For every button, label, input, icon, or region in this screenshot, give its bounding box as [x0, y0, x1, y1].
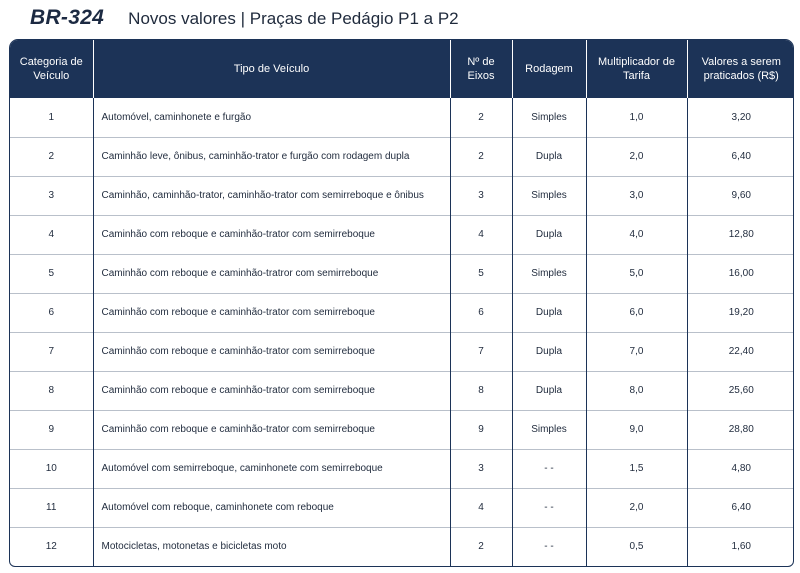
- cell-rodagem: Simples: [512, 176, 586, 215]
- cell-tipo: Caminhão com reboque e caminhão-tratror com semirreboque: [93, 254, 450, 293]
- table-row: [10, 410, 794, 449]
- cell-valor: 19,20: [687, 293, 794, 332]
- table-row: [10, 371, 794, 410]
- cell-multiplicador: 0,5: [586, 527, 687, 566]
- cell-tipo: Automóvel, caminhonete e furgão: [93, 98, 450, 137]
- cell-valor: 6,40: [687, 488, 794, 527]
- cell-valor: 9,60: [687, 176, 794, 215]
- cell-eixos: 5: [450, 254, 512, 293]
- cell-eixos: 4: [450, 215, 512, 254]
- cell-categoria: 9: [10, 410, 93, 449]
- column-header-multiplicador: Multiplicador de Tarifa: [586, 40, 687, 98]
- cell-multiplicador: 7,0: [586, 332, 687, 371]
- cell-valor: 28,80: [687, 410, 794, 449]
- table-row: [10, 527, 794, 566]
- table-row: [10, 449, 794, 488]
- cell-multiplicador: 3,0: [586, 176, 687, 215]
- cell-rodagem: - -: [512, 488, 586, 527]
- toll-table-container: [9, 39, 794, 567]
- cell-valor: 16,00: [687, 254, 794, 293]
- cell-multiplicador: 2,0: [586, 488, 687, 527]
- cell-categoria: 7: [10, 332, 93, 371]
- cell-valor: 25,60: [687, 371, 794, 410]
- cell-tipo: Motocicletas, motonetas e bicicletas moto: [93, 527, 450, 566]
- table-row: [10, 137, 794, 176]
- cell-multiplicador: 8,0: [586, 371, 687, 410]
- cell-valor: 4,80: [687, 449, 794, 488]
- column-header-categoria: Categoria de Veículo: [10, 40, 93, 98]
- cell-eixos: 8: [450, 371, 512, 410]
- cell-categoria: 6: [10, 293, 93, 332]
- toll-table: [10, 40, 794, 566]
- cell-multiplicador: 1,0: [586, 98, 687, 137]
- cell-categoria: 11: [10, 488, 93, 527]
- cell-valor: 6,40: [687, 137, 794, 176]
- cell-tipo: Caminhão com reboque e caminhão-trator com semirreboque: [93, 293, 450, 332]
- table-row: [10, 176, 794, 215]
- cell-rodagem: Dupla: [512, 215, 586, 254]
- cell-categoria: 4: [10, 215, 93, 254]
- cell-rodagem: Dupla: [512, 137, 586, 176]
- cell-tipo: Caminhão com reboque e caminhão-trator com semirreboque: [93, 410, 450, 449]
- cell-rodagem: Dupla: [512, 371, 586, 410]
- cell-eixos: 6: [450, 293, 512, 332]
- cell-multiplicador: 2,0: [586, 137, 687, 176]
- table-row: [10, 332, 794, 371]
- cell-multiplicador: 1,5: [586, 449, 687, 488]
- cell-categoria: 3: [10, 176, 93, 215]
- cell-tipo: Caminhão leve, ônibus, caminhão-trator e furgão com rodagem dupla: [93, 137, 450, 176]
- table-row: [10, 98, 794, 137]
- cell-tipo: Caminhão com reboque e caminhão-trator com semirreboque: [93, 332, 450, 371]
- column-header-tipo: Tipo de Veículo: [93, 40, 450, 98]
- table-body: [10, 98, 794, 566]
- cell-valor: 1,60: [687, 527, 794, 566]
- cell-rodagem: Dupla: [512, 293, 586, 332]
- cell-tipo: Automóvel com reboque, caminhonete com reboque: [93, 488, 450, 527]
- cell-multiplicador: 5,0: [586, 254, 687, 293]
- cell-eixos: 2: [450, 527, 512, 566]
- cell-rodagem: Dupla: [512, 332, 586, 371]
- cell-categoria: 8: [10, 371, 93, 410]
- column-header-valor: Valores a serem praticados (R$): [687, 40, 794, 98]
- cell-categoria: 5: [10, 254, 93, 293]
- cell-eixos: 3: [450, 449, 512, 488]
- cell-tipo: Caminhão com reboque e caminhão-trator com semirreboque: [93, 215, 450, 254]
- cell-categoria: 1: [48, 111, 55, 123]
- cell-multiplicador: 4,0: [586, 215, 687, 254]
- cell-categoria: 12: [10, 527, 93, 566]
- cell-eixos: 9: [450, 410, 512, 449]
- column-header-eixos: Nº de Eixos: [450, 40, 512, 98]
- cell-valor: 22,40: [687, 332, 794, 371]
- cell-categoria: 2: [10, 137, 93, 176]
- cell-valor: 12,80: [687, 215, 794, 254]
- page-subtitle: Novos valores | Praças de Pedágio P1 a P2: [128, 9, 459, 28]
- cell-eixos: 4: [450, 488, 512, 527]
- cell-rodagem: Simples: [512, 410, 586, 449]
- cell-categoria: 10: [10, 449, 93, 488]
- cell-tipo: Automóvel com semirreboque, caminhonete com semirreboque: [93, 449, 450, 488]
- cell-rodagem: - -: [512, 449, 586, 488]
- cell-tipo: Caminhão com reboque e caminhão-trator com semirreboque: [93, 371, 450, 410]
- cell-tipo: Caminhão, caminhão-trator, caminhão-trator com semirreboque e ônibus: [93, 176, 450, 215]
- table-row: [10, 488, 794, 527]
- table-row: [10, 293, 794, 332]
- cell-rodagem: Simples: [512, 254, 586, 293]
- cell-multiplicador: 6,0: [586, 293, 687, 332]
- cell-eixos: 2: [450, 98, 512, 137]
- road-code-title: BR-324: [30, 6, 105, 29]
- column-header-rodagem: Rodagem: [512, 40, 586, 98]
- cell-rodagem: - -: [512, 527, 586, 566]
- page-header: [30, 6, 459, 34]
- cell-valor: 3,20: [687, 98, 794, 137]
- table-row: [10, 254, 794, 293]
- cell-eixos: 7: [450, 332, 512, 371]
- table-header-row: [10, 40, 794, 98]
- cell-eixos: 2: [450, 137, 512, 176]
- cell-rodagem: Simples: [512, 98, 586, 137]
- cell-eixos: 3: [450, 176, 512, 215]
- cell-multiplicador: 9,0: [586, 410, 687, 449]
- table-row: [10, 215, 794, 254]
